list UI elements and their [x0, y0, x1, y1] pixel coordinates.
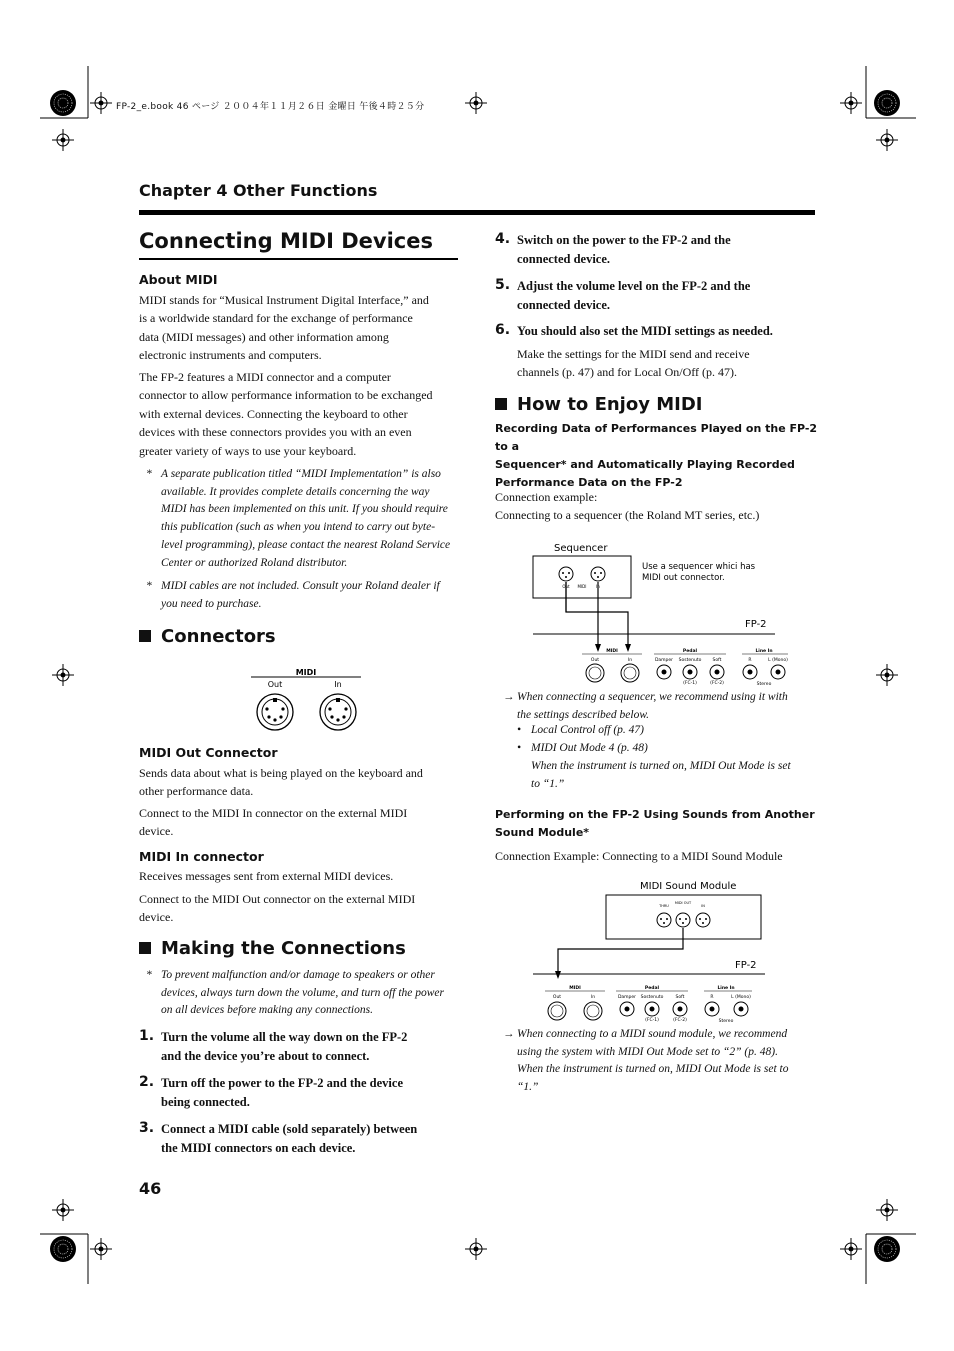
svg-text:(FC-1): (FC-1): [683, 681, 697, 686]
midi-connector-panel: [250, 666, 365, 738]
step-5-text: Adjust the volume level on the FP-2 and the connected device.: [517, 279, 751, 312]
chapter-rule: [139, 210, 815, 215]
asterisk: *: [146, 580, 152, 592]
sequencer-note-line1: Use a sequencer whici has: [642, 562, 756, 572]
step-number: 2.: [139, 1074, 155, 1090]
bullet-icon: •: [517, 742, 522, 754]
making-note: To prevent malfunction and/or damage to speakers or other devices, always turn down the volume, and turn off the power on all devices before making any connections.: [161, 969, 444, 1017]
page-title: Connecting MIDI Devices: [139, 229, 433, 253]
panel-midi-label: MIDI: [295, 668, 317, 677]
midi-in-p2: Connect to the MIDI Out connector on the external MIDI device.: [139, 892, 416, 925]
svg-text:Out: Out: [552, 995, 562, 1000]
sequencer-connection-diagram: [530, 538, 820, 688]
svg-text:In: In: [596, 584, 600, 589]
svg-text:Damper: Damper: [617, 995, 637, 1000]
svg-text:(FC-1): (FC-1): [645, 1018, 659, 1023]
svg-text:MIDI: MIDI: [606, 649, 618, 654]
midi-out-p2: Connect to the MIDI In connector on the external MIDI device.: [139, 806, 408, 839]
svg-text:L (Mono): L (Mono): [768, 658, 788, 663]
bullet-continuation: When the instrument is turned on, MIDI Out Mode is set to “1.”: [531, 760, 791, 790]
step-number: 4.: [495, 231, 511, 247]
svg-text:Pedal: Pedal: [682, 649, 698, 654]
sound-module-subheading: Performing on the FP-2 Using Sounds from Another Sound Module*: [495, 808, 815, 839]
svg-text:IN: IN: [701, 904, 705, 908]
making-connections-heading: Making the Connections: [139, 938, 406, 959]
midi-in-jack-icon: [320, 694, 356, 730]
sound-module-label: MIDI Sound Module: [640, 881, 737, 892]
asterisk: *: [146, 969, 152, 981]
sequencer-note-line2: MIDI out connector.: [642, 573, 725, 583]
about-midi-note2: MIDI cables are not included. Consult your Roland dealer if you need to purchase.: [161, 580, 440, 610]
step-4-text: Switch on the power to the FP-2 and the connected device.: [517, 233, 731, 266]
connection-example-2: Connection Example: Connecting to a MIDI Sound Module: [495, 849, 783, 863]
sequencer-box: [533, 556, 631, 598]
svg-text:L (Mono): L (Mono): [731, 995, 751, 1000]
svg-text:In: In: [590, 995, 596, 1000]
bullet-midi-out-mode: MIDI Out Mode 4 (p. 48): [531, 742, 648, 754]
step-6-note: Make the settings for the MIDI send and receive channels (p. 47) and for Local On/Off (p. 47).: [517, 347, 750, 380]
bullet-icon: •: [517, 724, 522, 736]
arrow-icon: →: [503, 1028, 515, 1040]
chapter-title: Chapter 4 Other Functions: [139, 181, 378, 200]
sound-module-connection-diagram: [530, 877, 820, 1027]
sequencer-label: Sequencer: [554, 543, 608, 554]
title-rule: [139, 258, 458, 260]
fp2-label: FP-2: [745, 619, 767, 630]
svg-text:MIDI: MIDI: [577, 584, 587, 589]
arrow-icon: →: [503, 691, 515, 703]
svg-text:Out: Out: [562, 584, 570, 589]
midi-out-jack-icon: [257, 694, 293, 730]
svg-text:(FC-2): (FC-2): [673, 1018, 687, 1023]
about-midi-heading: About MIDI: [139, 272, 218, 287]
svg-text:MIDI OUT: MIDI OUT: [674, 901, 692, 905]
fp2-label: FP-2: [735, 960, 757, 971]
step-number: 5.: [495, 277, 511, 293]
step-1-text: Turn the volume all the way down on the FP-2 and the device you’re about to connect.: [161, 1030, 408, 1063]
page-number: 46: [139, 1179, 162, 1198]
square-bullet-icon: [139, 942, 151, 954]
print-header: FP-2_e.book 46 ページ ２００４年１１月２６日 金曜日 午後４時２５分: [116, 102, 425, 112]
svg-text:Stereo: Stereo: [756, 682, 772, 687]
midi-out-heading: MIDI Out Connector: [139, 745, 278, 760]
how-to-enjoy-heading: How to Enjoy MIDI: [495, 394, 702, 415]
svg-text:Line In: Line In: [717, 986, 735, 991]
square-bullet-icon: [495, 398, 507, 410]
midi-out-p1: Sends data about what is being played on the keyboard and other performance data.: [139, 766, 423, 799]
svg-text:Pedal: Pedal: [644, 986, 660, 991]
step-6-text: You should also set the MIDI settings as needed.: [517, 324, 773, 338]
about-midi-p2: The FP-2 features a MIDI connector and a computer connector to allow performance information to be exchanged with external devices. Connecting the keyboard to other devices with these connectors provides you with an even greater variety of ways to use your keyboard.: [139, 370, 433, 458]
connection-example-1: Connection example: Connecting to a sequencer (the Roland MT series, etc.): [495, 490, 760, 523]
recording-subheading: Recording Data of Performances Played on the FP-2 to a Sequencer* and Automatically Playing Recorded Performance Data on the FP-2: [495, 422, 818, 489]
svg-text:THRU: THRU: [659, 904, 669, 908]
midi-in-p1: Receives messages sent from external MIDI devices.: [139, 869, 394, 883]
svg-text:Sostenuto: Sostenuto: [640, 995, 664, 1000]
svg-text:Soft: Soft: [675, 995, 685, 1000]
svg-text:MIDI: MIDI: [569, 986, 581, 991]
sound-module-recommendation: When connecting to a MIDI sound module, we recommend using the system with MIDI Out Mode set to “2” (p. 48). When the instrument is turned on, MIDI Out Mode is set to “1.”: [517, 1028, 789, 1094]
bullet-local-control: Local Control off (p. 47): [531, 724, 644, 736]
step-number: 6.: [495, 322, 511, 338]
svg-text:Out: Out: [590, 658, 600, 663]
sequencer-recommendation: When connecting a sequencer, we recommend using it with the settings described below.: [517, 691, 788, 721]
svg-text:Stereo: Stereo: [718, 1019, 734, 1024]
about-midi-note1: A separate publication titled “MIDI Implementation” is also available. It provides complete details concerning the way MIDI has been implemented on this unit. If you should require this publication (such as when you intend to carry out byte- level programming), please contact the nearest Roland Service Center or authorized Roland distributor.: [161, 468, 451, 569]
panel-out-label: Out: [267, 680, 283, 689]
svg-text:In: In: [627, 658, 633, 663]
asterisk: *: [146, 468, 152, 480]
connectors-heading: Connectors: [139, 626, 276, 647]
about-midi-p1: MIDI stands for “Musical Instrument Digital Interface,” and is a worldwide standard for the exchange of performance data (MIDI messages) and other information among electronic instruments and computers.: [139, 293, 429, 363]
panel-in-label: In: [334, 680, 342, 689]
svg-text:Sostenuto: Sostenuto: [678, 658, 702, 663]
svg-text:R: R: [710, 995, 714, 1000]
step-number: 3.: [139, 1120, 155, 1136]
step-3-text: Connect a MIDI cable (sold separately) between the MIDI connectors on each device.: [161, 1122, 418, 1155]
svg-text:R: R: [748, 658, 752, 663]
svg-text:Line In: Line In: [755, 649, 773, 654]
svg-text:Soft: Soft: [712, 658, 722, 663]
svg-text:(FC-2): (FC-2): [710, 681, 724, 686]
midi-in-heading: MIDI In connector: [139, 849, 264, 864]
svg-text:Damper: Damper: [654, 658, 674, 663]
square-bullet-icon: [139, 630, 151, 642]
step-2-text: Turn off the power to the FP-2 and the device being connected.: [161, 1076, 403, 1109]
step-number: 1.: [139, 1028, 155, 1044]
